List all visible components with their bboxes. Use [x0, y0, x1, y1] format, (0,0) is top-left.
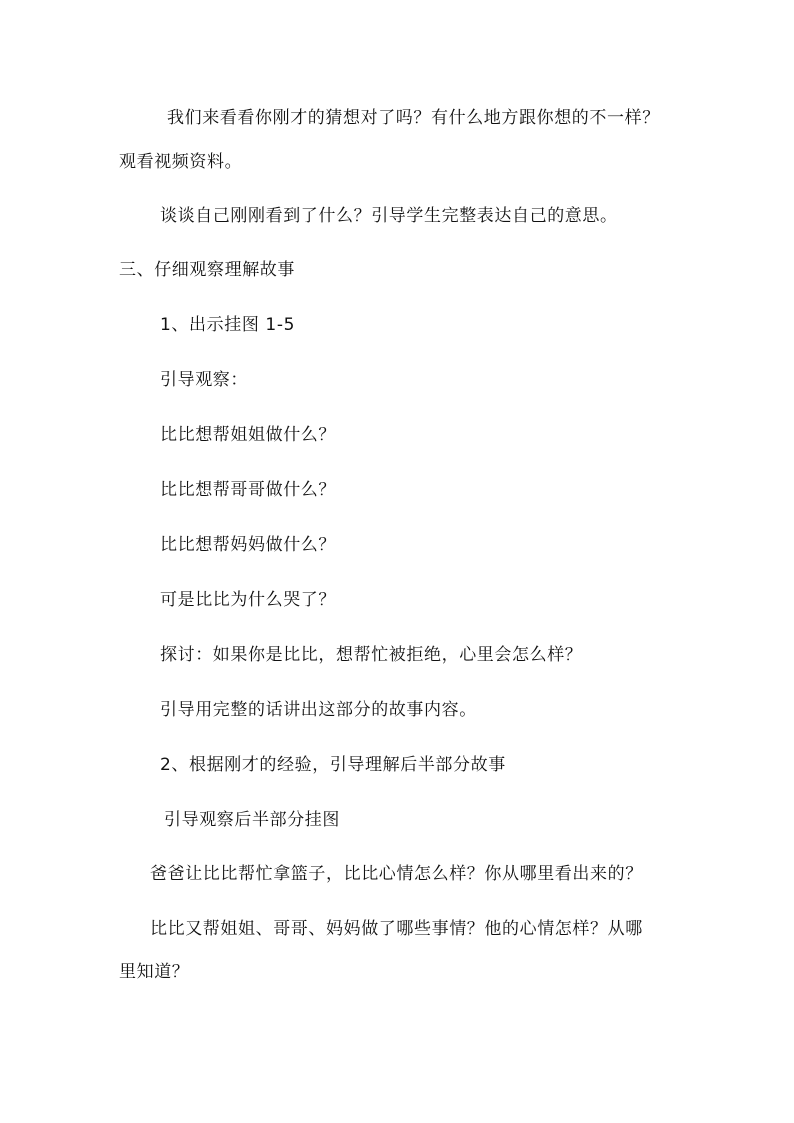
paragraph-line-6: 引导观察：: [160, 370, 248, 390]
discussion-line: 探讨：如果你是比比，想帮忙被拒绝，心里会怎么样？: [160, 645, 583, 665]
question-line-6-continued: 里知道？: [119, 962, 190, 982]
question-line-5: 爸爸让比比帮忙拿篮子，比比心情怎么样？你从哪里看出来的？: [150, 864, 643, 884]
paragraph-line-1: 我们来看看你刚才的猜想对了吗？有什么地方跟你想的不一样？: [167, 108, 660, 128]
list-item-heading-2: 2、根据刚才的经验，引导理解后半部分故事: [160, 755, 506, 775]
question-line-4: 可是比比为什么哭了？: [160, 590, 336, 610]
paragraph-line-2: 观看视频资料。: [119, 152, 243, 172]
question-line-6: 比比又帮姐姐、哥哥、妈妈做了哪些事情？他的心情怎样？从哪: [150, 919, 643, 939]
question-line-2: 比比想帮哥哥做什么？: [160, 480, 336, 500]
paragraph-line-12: 引导用完整的话讲出这部分的故事内容。: [160, 700, 477, 720]
paragraph-line-14: 引导观察后半部分挂图: [164, 810, 340, 830]
section-heading: 三、仔细观察理解故事: [119, 260, 295, 280]
question-line-3: 比比想帮妈妈做什么？: [160, 535, 336, 555]
paragraph-line-3: 谈谈自己刚刚看到了什么？引导学生完整表达自己的意思。: [160, 206, 618, 226]
question-line-1: 比比想帮姐姐做什么？: [160, 425, 336, 445]
list-item-heading-1: 1、出示挂图 1-5: [160, 315, 295, 335]
